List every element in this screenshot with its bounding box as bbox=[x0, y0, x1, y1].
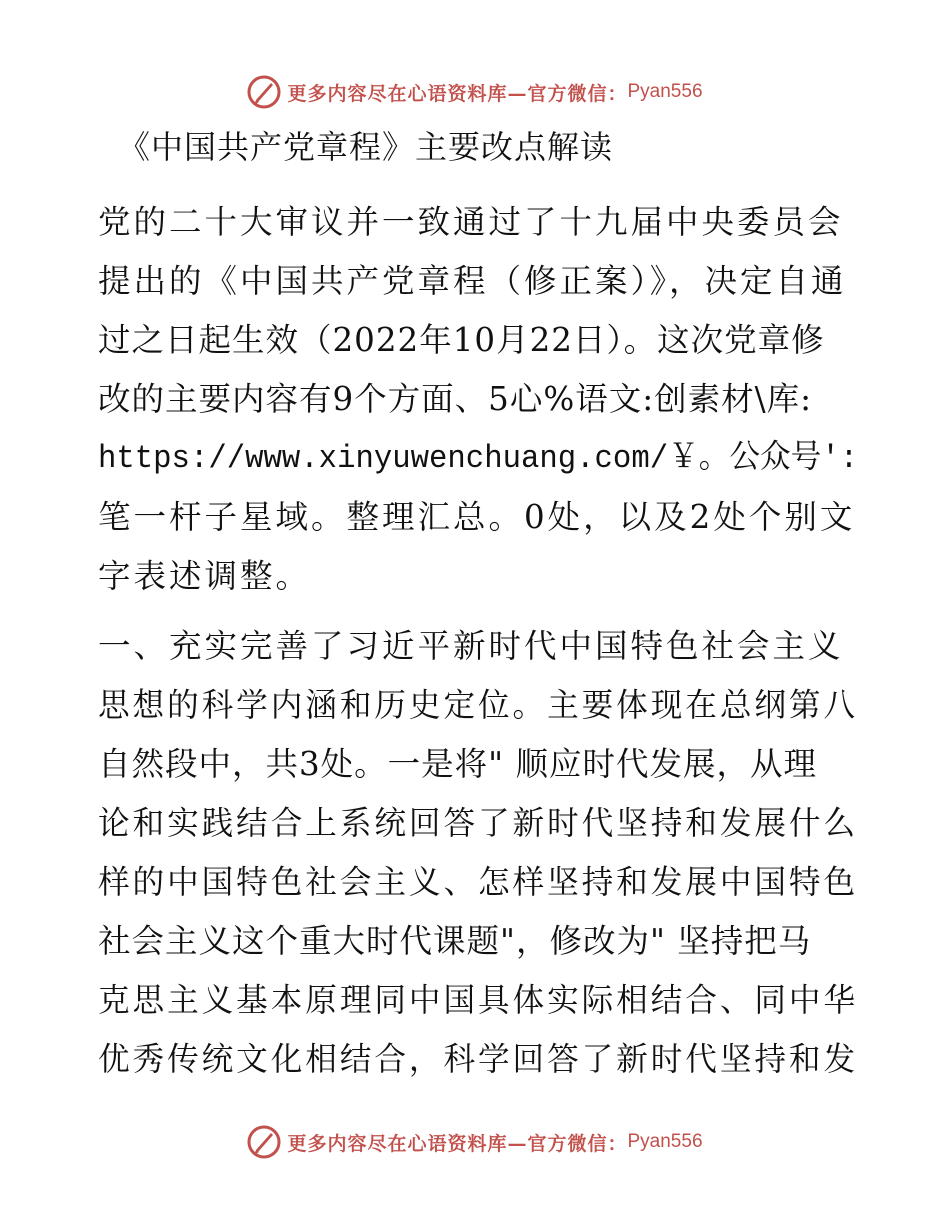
quill-pen-logo-icon bbox=[247, 75, 281, 109]
text-line: 社会主义这个重大时代课题"，修改为" 坚持把马 bbox=[98, 922, 812, 960]
text-line: 优秀传统文化相结合，科学回答了新时代坚持和发 bbox=[98, 1040, 859, 1078]
text-line: 过之日起生效（2022年10月22日）。这次党章修 bbox=[98, 321, 825, 359]
text-line: 论和实践结合上系统回答了新时代坚持和发展什么 bbox=[98, 804, 859, 842]
watermark-banner-bottom bbox=[0, 1122, 950, 1162]
quill-pen-logo-icon bbox=[247, 1125, 281, 1159]
text-line: 一、充实完善了习近平新时代中国特色社会主义 bbox=[98, 627, 844, 665]
document-title: 《中国共产党章程》主要改点解读 bbox=[118, 128, 614, 166]
text-line: 党的二十大审议并一致通过了十九届中央委员会 bbox=[98, 203, 844, 241]
paragraph-intro bbox=[98, 193, 858, 606]
watermark-banner-top bbox=[0, 72, 950, 112]
text-line: 笔一杆子星域。整理汇总。0处，以及2处个别文 bbox=[98, 498, 856, 536]
text-line: 克思主义基本原理同中国具体实际相结合、同中华 bbox=[98, 981, 859, 1019]
text-line: 样的中国特色社会主义、怎样坚持和发展中国特色 bbox=[98, 863, 859, 901]
text-line: 自然段中，共3处。一是将" 顺应时代发展，从理 bbox=[98, 745, 817, 783]
watermark-text: 更多内容尽在心语资料库—官方微信： bbox=[287, 1132, 628, 1155]
text-line: https://www.xinyuwenchuang.com/￥。公众号′: bbox=[98, 440, 859, 477]
text-line: 思想的科学内涵和历史定位。主要体现在总纲第八 bbox=[98, 686, 859, 724]
watermark-handle: Pyan556 bbox=[627, 1131, 703, 1152]
watermark-text: 更多内容尽在心语资料库—官方微信： bbox=[287, 82, 628, 105]
watermark-handle: Pyan556 bbox=[627, 81, 703, 102]
paragraph-section-one bbox=[98, 617, 858, 1089]
text-line: 改的主要内容有9个方面、5心%语文:创素材\库: bbox=[98, 380, 813, 418]
text-line: 字表述调整。 bbox=[98, 557, 312, 595]
text-line: 提出的《中国共产党章程（修正案）》，决定自通 bbox=[98, 262, 847, 300]
